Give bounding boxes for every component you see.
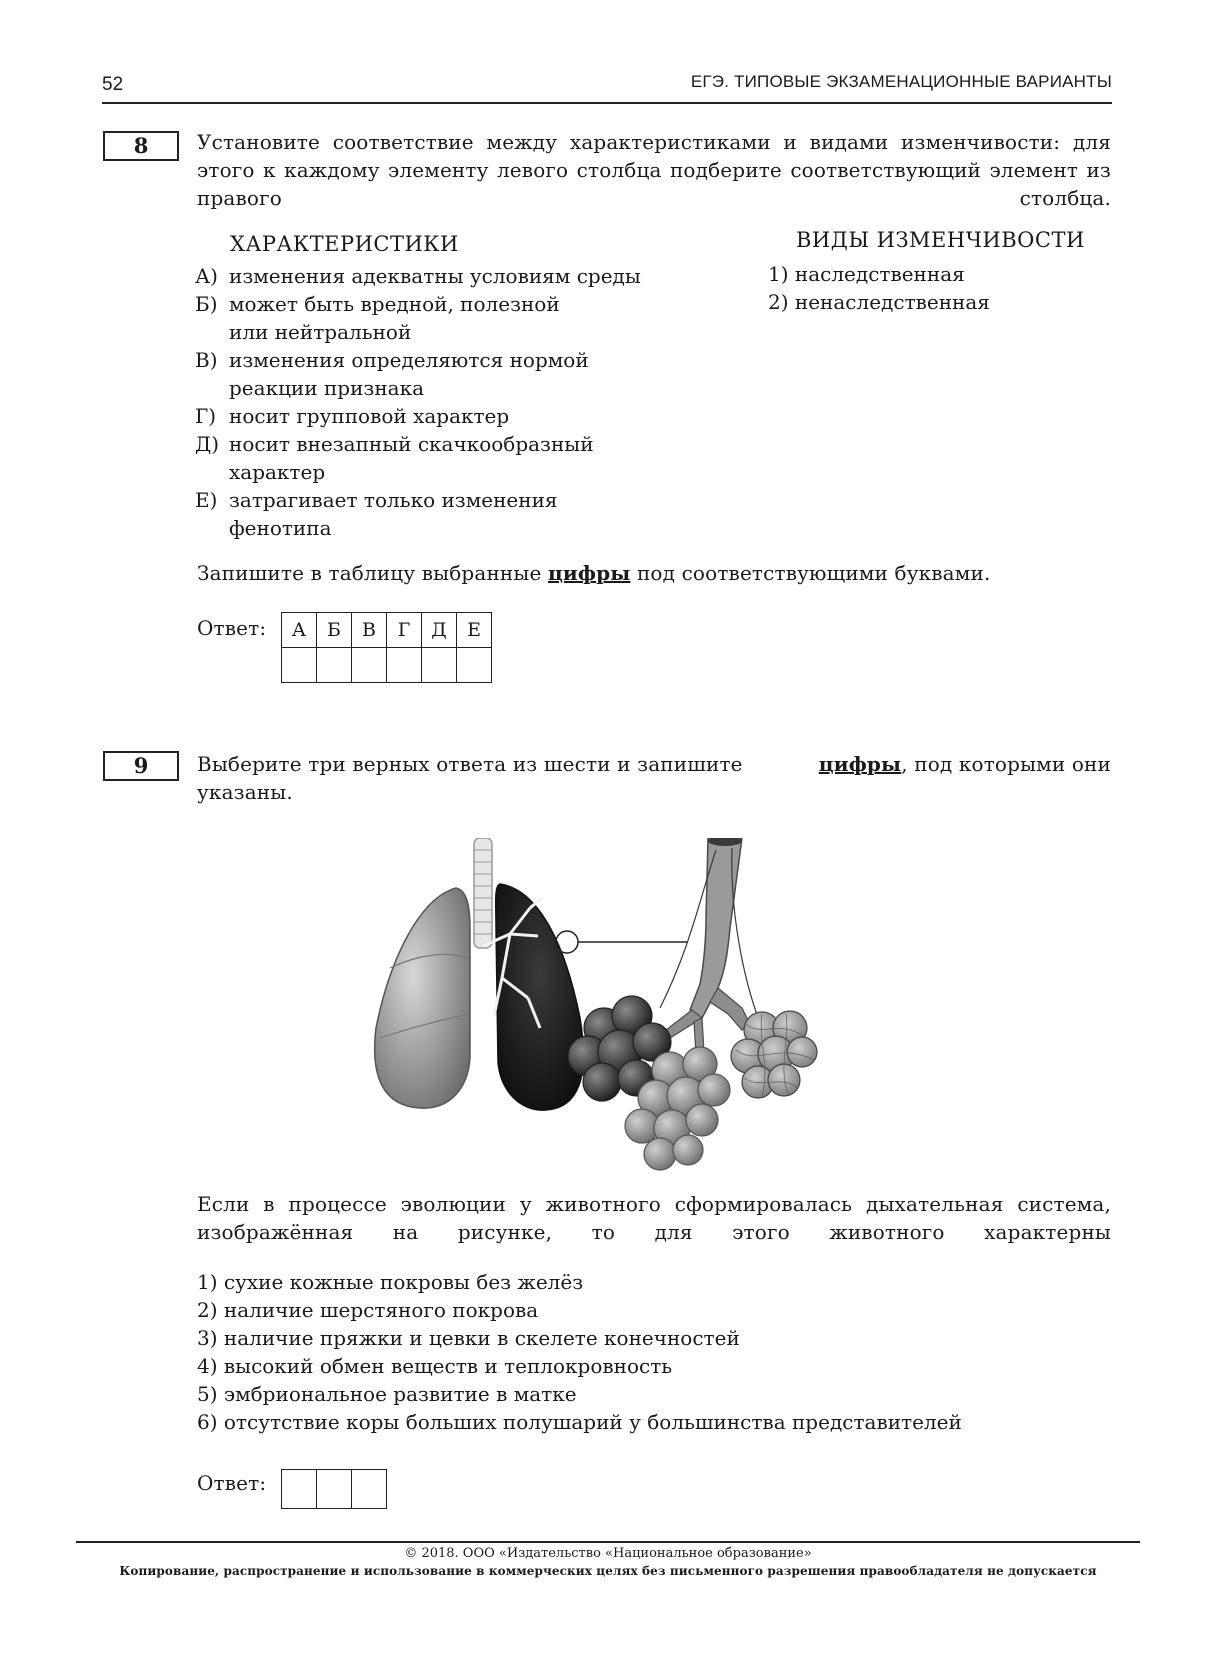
task-9-instruction-end: , под которыми они	[901, 752, 1111, 776]
characteristic-text-cont: фенотипа	[229, 516, 332, 540]
task-8-answer-label: Ответ:	[197, 616, 267, 640]
characteristic-v	[195, 346, 589, 402]
page-header	[102, 68, 1112, 104]
lungs-alveoli-illustration	[370, 838, 860, 1178]
answer-cell-v[interactable]	[352, 648, 387, 683]
option-1: 1) сухие кожные покровы без желёз	[197, 1270, 584, 1294]
task-9-answer-table	[281, 1469, 387, 1509]
copyright: © 2018. ООО «Издательство «Национальное образование»	[404, 1546, 812, 1561]
characteristic-text: может быть вредной, полезной	[229, 292, 560, 316]
magnifier-circle	[556, 931, 578, 953]
running-title: ЕГЭ. ТИПОВЫЕ ЭКЗАМЕНАЦИОННЫЕ ВАРИАНТЫ	[690, 72, 1112, 91]
task-9-instruction-emphasis: цифры	[818, 752, 902, 776]
copyright-notice: Копирование, распространение и использование в коммерческих целях без письменного разрешения правообладателя не допускается	[119, 1564, 1097, 1578]
characteristics-heading: ХАРАКТЕРИСТИКИ	[230, 232, 459, 256]
task-9-question: Если в процессе эволюции у животного сформировалась дыхательная система, изображённая на рисунке, то для этого животного характерны	[197, 1192, 1111, 1244]
answer-cell-3[interactable]	[352, 1470, 387, 1509]
answer-column-d: Д	[422, 613, 457, 648]
characteristic-text: изменения определяются нормой	[229, 348, 589, 372]
task-9-number: 9	[103, 751, 179, 781]
characteristic-d	[195, 430, 594, 486]
task-9-instruction	[197, 750, 1111, 806]
characteristic-e	[195, 486, 558, 542]
variability-types-heading: ВИДЫ ИЗМЕНЧИВОСТИ	[796, 228, 1085, 252]
option-4: 4) высокий обмен веществ и теплокровность	[197, 1354, 673, 1378]
option-3: 3) наличие пряжки и цевки в скелете конечностей	[197, 1326, 740, 1350]
characteristic-letter: Д)	[195, 432, 220, 456]
option-6: 6) отсутствие коры больших полушарий у большинства представителей	[197, 1410, 962, 1434]
trachea	[474, 838, 492, 948]
characteristic-text-cont: характер	[229, 460, 326, 484]
answer-cell-b[interactable]	[317, 648, 352, 683]
answer-column-a: А	[282, 613, 317, 648]
right-lung	[496, 884, 584, 1110]
answer-cell-1[interactable]	[282, 1470, 317, 1509]
characteristic-text: затрагивает только изменения	[229, 488, 558, 512]
answer-cell-d[interactable]	[422, 648, 457, 683]
answer-input-row	[282, 1470, 387, 1509]
task-8-number: 8	[103, 131, 179, 161]
characteristic-letter: А)	[195, 264, 218, 288]
task-8-answer-table	[281, 612, 492, 683]
characteristic-letter: Е)	[195, 488, 218, 512]
characteristic-text-cont: реакции признака	[229, 376, 424, 400]
write-instruction-start: Запишите в таблицу выбранные	[197, 561, 542, 585]
characteristic-letter: В)	[195, 348, 218, 372]
page-number: 52	[102, 74, 124, 95]
variability-type-2: 2) ненаследственная	[768, 290, 990, 314]
option-2: 2) наличие шерстяного покрова	[197, 1298, 539, 1322]
characteristic-b	[195, 290, 560, 346]
answer-column-e: Е	[457, 613, 492, 648]
characteristic-a	[195, 262, 641, 290]
answer-cell-e[interactable]	[457, 648, 492, 683]
answer-cell-2[interactable]	[317, 1470, 352, 1509]
answer-header-row	[282, 613, 492, 648]
characteristic-text: носит групповой характер	[229, 404, 510, 428]
characteristic-text: носит внезапный скачкообразный	[229, 432, 594, 456]
task-9-instruction-line2: указаны.	[197, 780, 293, 804]
characteristic-g	[195, 402, 509, 430]
characteristic-letter: Б)	[195, 292, 218, 316]
answer-column-v: В	[352, 613, 387, 648]
task-8-instruction: Установите соответствие между характеристиками и видами изменчивости: для этого к каждому элементу левого столбца подберите соответствующий элемент из правого столбца.	[197, 130, 1111, 210]
characteristic-text-cont: или нейтральной	[229, 320, 412, 344]
answer-column-g: Г	[387, 613, 422, 648]
answer-column-b: Б	[317, 613, 352, 648]
answer-input-row	[282, 648, 492, 683]
answer-cell-g[interactable]	[387, 648, 422, 683]
answer-cell-a[interactable]	[282, 648, 317, 683]
characteristic-letter: Г)	[195, 404, 217, 428]
footer-divider	[76, 1541, 1140, 1543]
task-8-write-instruction	[197, 559, 990, 587]
task-9-instruction-start: Выберите три верных ответа из шести и запишите	[197, 752, 743, 776]
characteristic-text: изменения адекватны условиям среды	[229, 264, 641, 288]
write-instruction-emphasis: цифры	[547, 561, 631, 585]
option-5: 5) эмбриональное развитие в матке	[197, 1382, 577, 1406]
task-9-answer-label: Ответ:	[197, 1471, 267, 1495]
left-lung	[375, 888, 470, 1108]
variability-type-1: 1) наследственная	[768, 262, 965, 286]
write-instruction-end: под соответствующими буквами.	[636, 561, 991, 585]
